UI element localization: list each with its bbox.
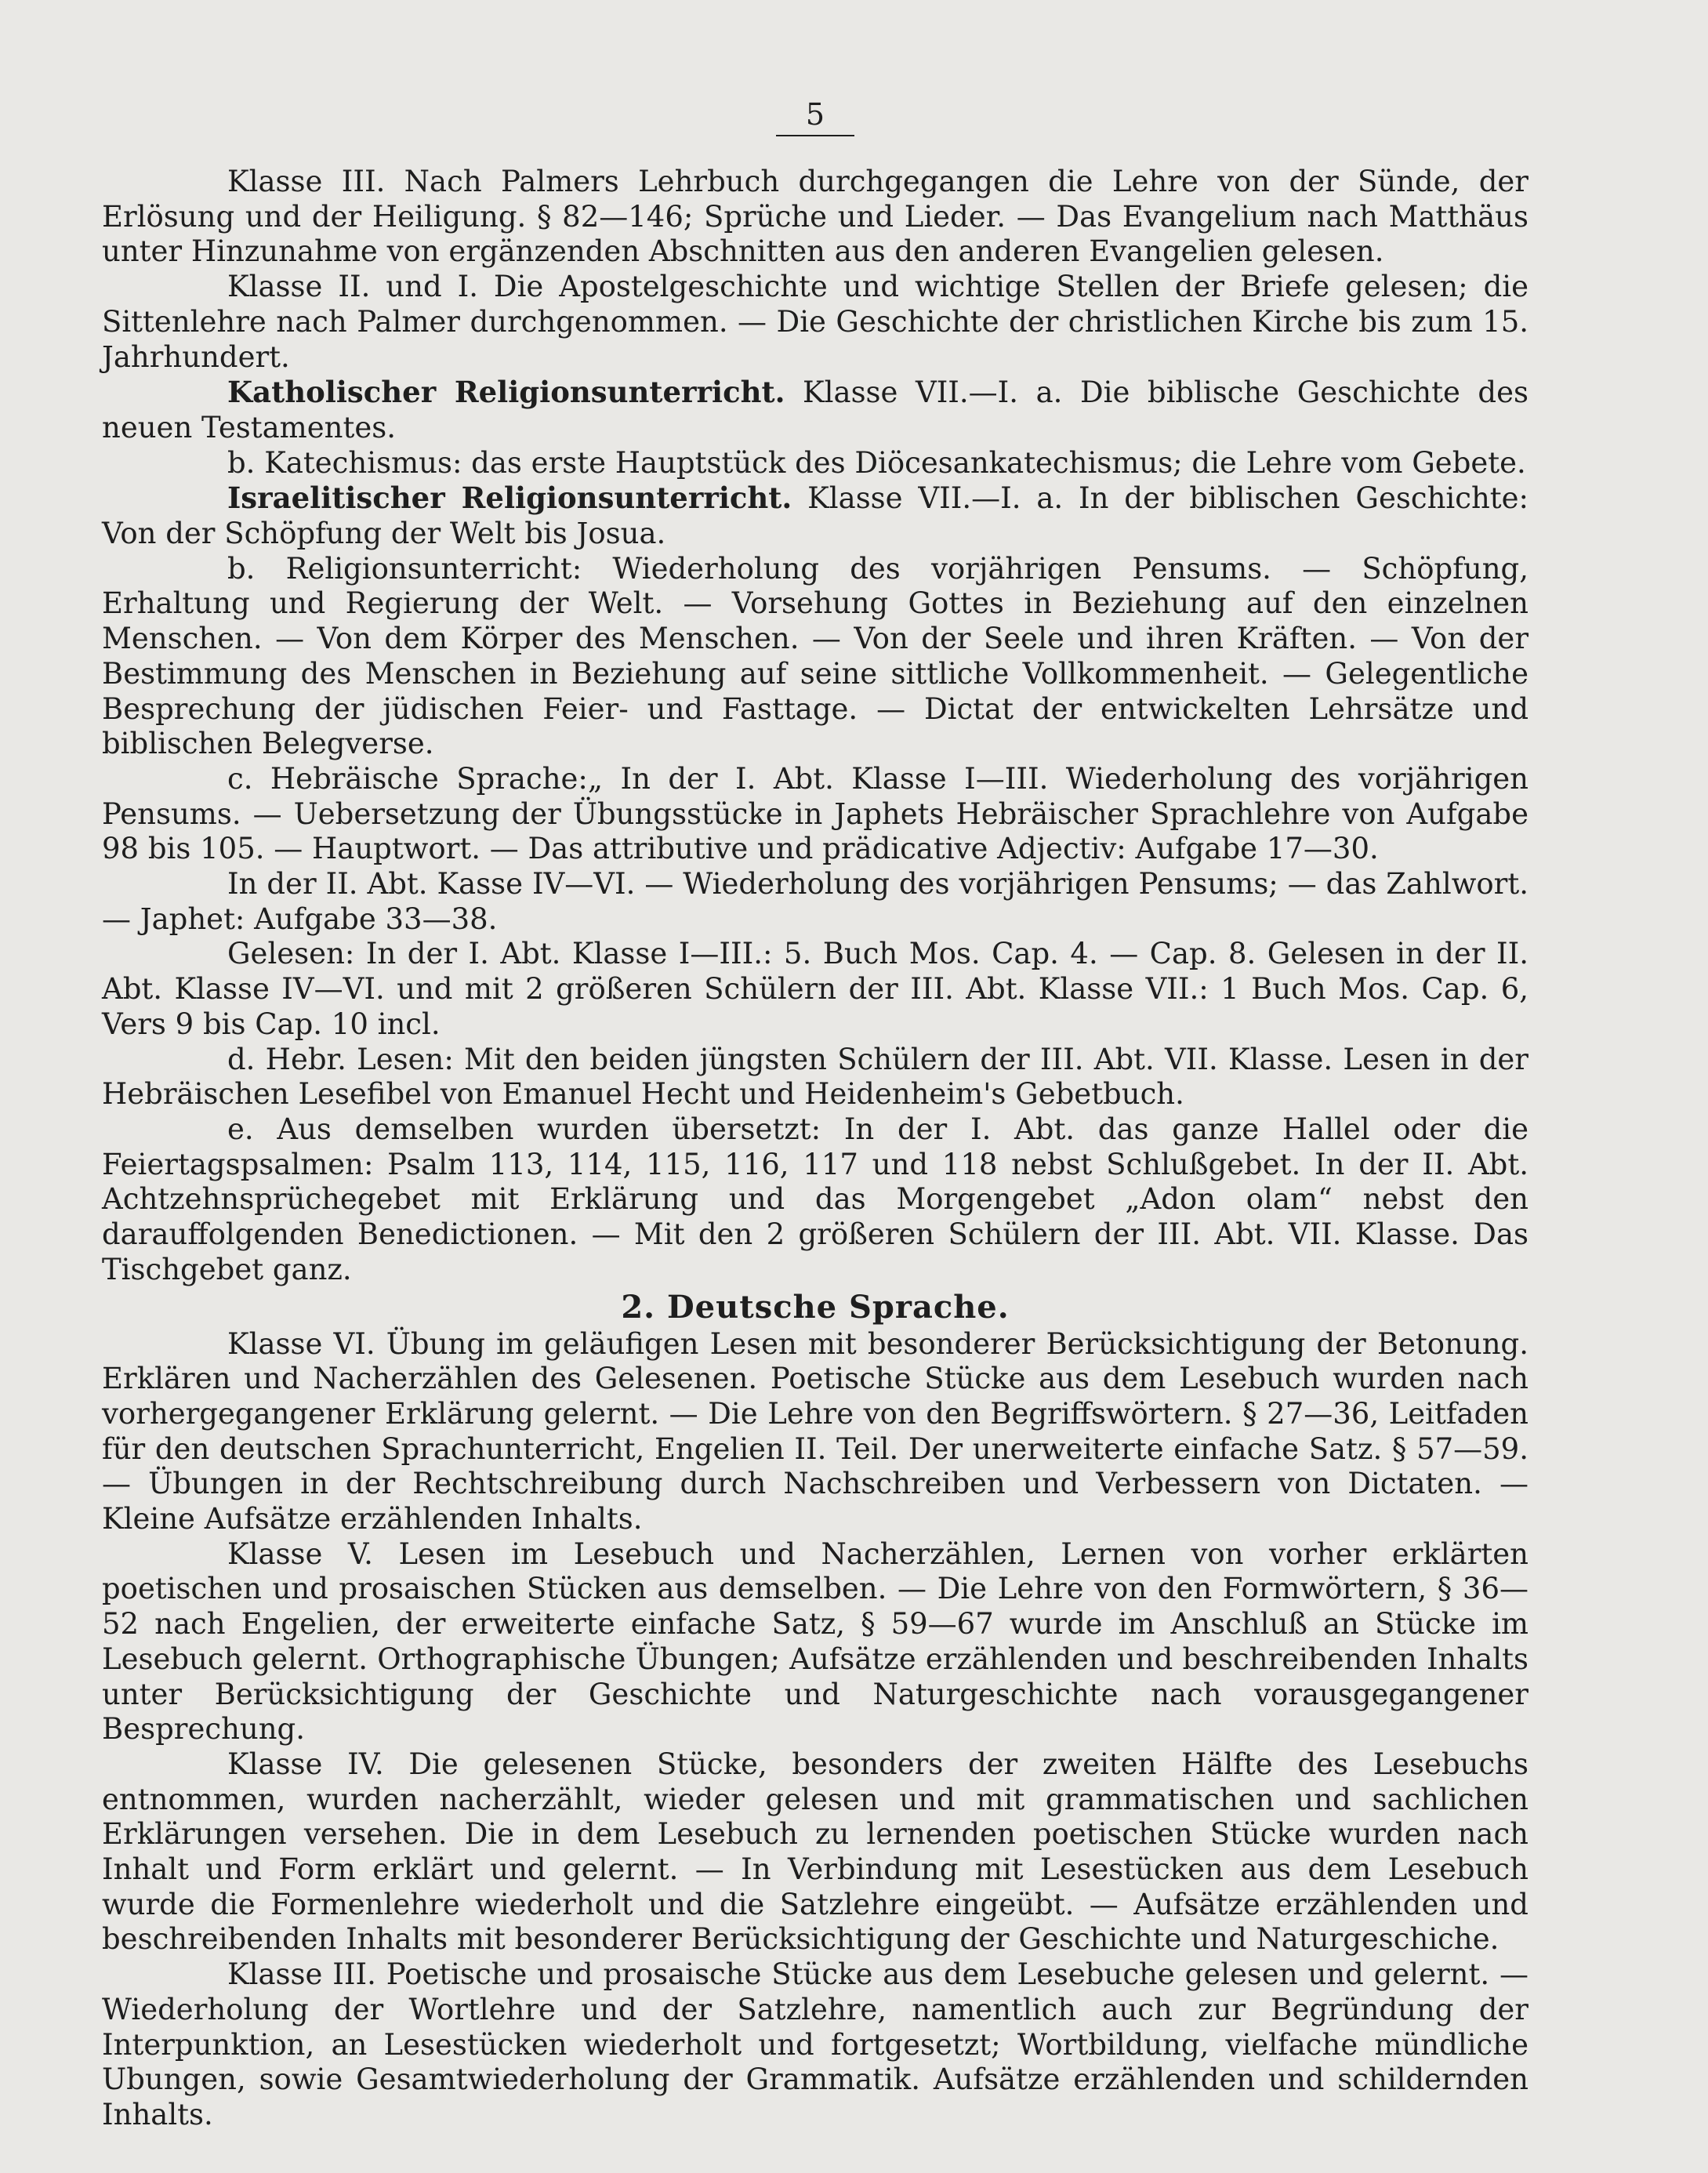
paragraph: Klasse II. und I. Die Apostelgeschichte und wichtige Stellen der Briefe gelesen; die Sittenlehre nach Palmer durchgenommen. — Die Geschichte der christlichen Kirche bis zum 15. Jahrhundert. (102, 270, 1528, 374)
body-text (102, 165, 1528, 2133)
paragraph: Gelesen: In der I. Abt. Klasse I—III.: 5. Buch Mos. Cap. 4. — Cap. 8. Gelesen in der II. Abt. Klasse IV—VI. und mit 2 größeren Schülern der III. Abt. Klasse VII.: 1 Buch Mos. Cap. 6, Vers 9 bis Cap. 10 incl. (102, 937, 1528, 1041)
paragraph: Klasse III. Nach Palmers Lehrbuch durchgegangen die Lehre von der Sünde, der Erlösung und der Heiligung. § 82—146; Sprüche und Lieder. — Das Evangelium nach Matthäus unter Hinzunahme von ergänzenden Abschnitten aus den anderen Evangelien gelesen. (102, 165, 1528, 269)
paragraph: Klasse III. Poetische und prosaische Stücke aus dem Lesebuche gelesen und gelernt. — Wiederholung der Wortlehre und der Satzlehre, namentlich auch zur Begründung der Interpunktion, an Lesestücken wiederholt und fortgesetzt; Wortbildung, vielfache mündliche Ubungen, sowie Gesamtwiederholung der Grammatik. Aufsätze erzählenden und schildernden Inhalts. (102, 1957, 1528, 2131)
paragraph: e. Aus demselben wurden übersetzt: In der I. Abt. das ganze Hallel oder die Feiertagspsalmen: Psalm 113, 114, 115, 116, 117 und 118 nebst Schlußgebet. In der II. Abt. Achtzehnsprüchegebet mit Erklärung und das Morgengebet „Adon olam“ nebst den darauffolgenden Benedictionen. — Mit den 2 größeren Schülern der III. Abt. VII. Klasse. Das Tischgebet ganz. (102, 1112, 1528, 1286)
subject-heading: Israelitischer Religionsunterricht. (227, 481, 792, 516)
paragraph: In der II. Abt. Kasse IV—VI. — Wiederholung des vorjährigen Pensums; — das Zahlwort. — Japhet: Aufgabe 33—38. (102, 867, 1528, 936)
subject-heading: Katholischer Religionsunterricht. (227, 375, 785, 410)
paragraph: Israelitischer Religionsunterricht. Klasse VII.—I. a. In der biblischen Geschichte: Von der Schöpfung der Welt bis Josua. (102, 481, 1529, 551)
paragraph: b. Katechismus: das erste Hauptstück des Diöcesankatechismus; die Lehre vom Gebete. (227, 445, 1526, 480)
paragraph: b. Religionsunterricht: Wiederholung des vorjährigen Pensums. — Schöpfung, Erhaltung und Regierung der Welt. — Vorsehung Gottes in Beziehung auf den einzelnen Menschen. — Von dem Körper des Menschen. — Von der Seele und ihren Kräften. — Von der Bestimmung des Menschen in Beziehung auf seine sittliche Vollkommenheit. — Gelegentliche Besprechung der jüdischen Feier- und Fasttage. — Dictat der entwickelten Lehrsätze und biblischen Belegverse. (102, 551, 1528, 761)
section-heading: 2. Deutsche Sprache. (621, 1288, 1010, 1326)
page-number: 5 (805, 97, 825, 132)
paragraph: Klasse V. Lesen im Lesebuch und Nacherzählen, Lernen von vorher erklärten poetischen und prosaischen Stücken aus demselben. — Die Lehre von den Formwörtern, § 36—52 nach Engelien, der erweiterte einfache Satz, § 59—67 wurde im Anschluß an Stücke im Lesebuch gelernt. Orthographische Übungen; Aufsätze erzählenden und beschreibenden Inhalts unter Berücksichtigung der Geschichte und Naturgeschichte nach vorausgegangener Besprechung. (102, 1536, 1528, 1747)
paragraph: d. Hebr. Lesen: Mit den beiden jüngsten Schülern der III. Abt. VII. Klasse. Lesen in der Hebräischen Lesefibel von Emanuel Hecht und Heidenheim's Gebetbuch. (102, 1042, 1528, 1112)
page-number-rule (776, 135, 854, 136)
paragraph: Katholischer Religionsunterricht. Klasse VII.—I. a. Die biblische Geschichte des neuen Testamentes. (102, 375, 1528, 444)
paragraph: Klasse VI. Übung im geläufigen Lesen mit besonderer Berücksichtigung der Betonung. Erklären und Nacherzählen des Gelesenen. Poetische Stücke aus dem Lesebuch wurden nach vorhergegangener Erklärung gelernt. — Die Lehre von den Begriffswörtern. § 27—36, Leitfaden für den deutschen Sprachunterricht, Engelien II. Teil. Der unerweiterte einfache Satz. § 57—59. — Übungen in der Rechtschreibung durch Nachschreiben und Verbessern von Dictaten. — Kleine Aufsätze erzählenden Inhalts. (102, 1326, 1528, 1536)
paragraph: c. Hebräische Sprache:„ In der I. Abt. Klasse I—III. Wiederholung des vorjährigen Pensums. — Uebersetzung der Übungsstücke in Japhets Hebräischer Sprachlehre von Aufgabe 98 bis 105. — Hauptwort. — Das attributive und prädicative Adjectiv: Aufgabe 17—30. (102, 761, 1528, 866)
paragraph: Klasse IV. Die gelesenen Stücke, besonders der zweiten Hälfte des Lesebuchs entnommen, wurden nacherzählt, wieder gelesen und mit grammatischen und sachlichen Erklärungen versehen. Die in dem Lesebuch zu lernenden poetischen Stücke wurden nach Inhalt und Form erklärt und gelernt. — In Verbindung mit Lesestücken aus dem Lesebuch wurde die Formenlehre wiederholt und die Satzlehre eingeübt. — Aufsätze erzählenden und beschreibenden Inhalts mit besonderer Berücksichtigung der Geschichte und Naturgeschiche. (102, 1747, 1528, 1957)
